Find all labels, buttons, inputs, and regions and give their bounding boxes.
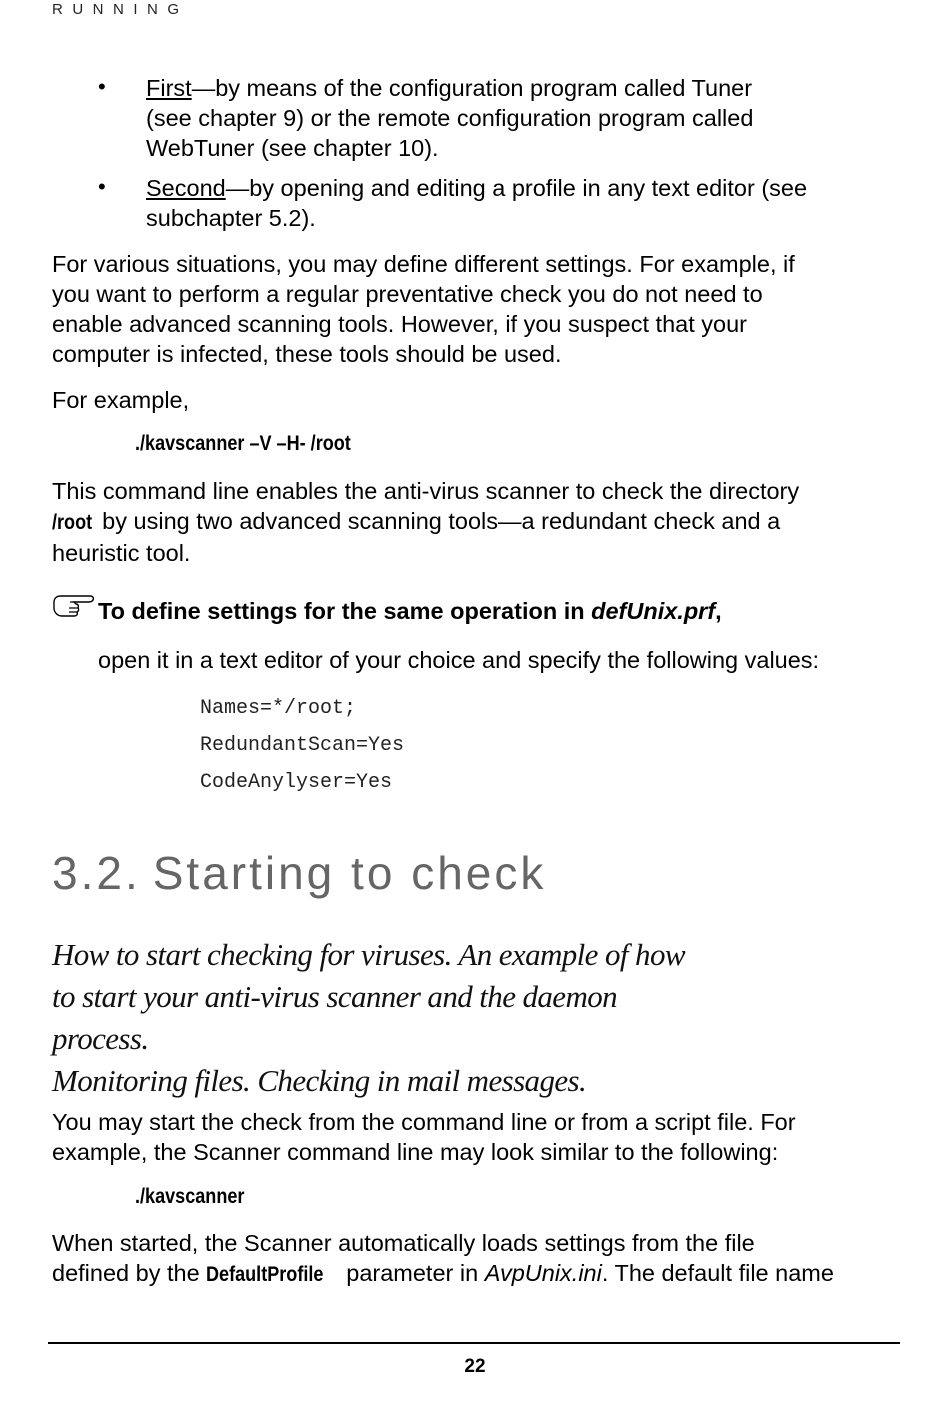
bullet-item-second: [146, 173, 807, 233]
code-line: RedundantScan=Yes: [200, 734, 405, 757]
section-intro: [52, 934, 692, 1102]
code-block: [200, 690, 404, 801]
bullet-text-line: (see chapter 9) or the remote configuration program called: [146, 105, 754, 131]
section-number: 3.2.: [52, 847, 141, 899]
code-line: Names=*/root;: [200, 697, 357, 720]
paragraph-line: computer is infected, these tools should be used.: [52, 341, 562, 367]
section-heading: [52, 846, 546, 900]
bullet-term: Second: [146, 175, 226, 201]
paragraph-text: . The default file name: [601, 1260, 834, 1286]
code-line: CodeAnylyser=Yes: [200, 771, 393, 794]
paragraph-text: defined by the: [52, 1260, 207, 1286]
running-header: RUNNING: [52, 1, 189, 18]
paragraph-settings: [52, 249, 795, 369]
paragraph-line: heuristic tool.: [52, 540, 191, 566]
paragraph-line: enable advanced scanning tools. However, if you suspect that your: [52, 311, 747, 337]
paragraph-line: This command line enables the anti-virus scanner to check the directory: [52, 478, 800, 504]
paragraph-start-check: [52, 1107, 796, 1167]
pointing-hand-icon: [52, 590, 96, 627]
paragraph-command-explanation: [52, 476, 799, 568]
paragraph-line: You may start the check from the command line or from a script file. For: [52, 1109, 796, 1135]
intro-line: Monitoring files. Checking in mail messages.: [52, 1063, 587, 1098]
procedure-title-end: ,: [715, 598, 722, 624]
paragraph-text: parameter in: [339, 1260, 485, 1286]
command-text: ./kavscanner –V –H- /root: [135, 432, 351, 455]
paragraph-line: you want to perform a regular preventative check you do not need to: [52, 281, 763, 307]
bullet-text-line: —by means of the configuration program called Tuner: [191, 75, 753, 101]
intro-line: to start your anti-virus scanner and the daemon process.: [52, 979, 618, 1056]
procedure-title-text: To define settings for the same operation in: [98, 598, 592, 624]
bullet-text-line: —by opening and editing a profile in any text editor (see: [225, 175, 808, 201]
page-number: 22: [464, 1356, 486, 1377]
paragraph-line: by using two advanced scanning tools—a redundant check and a: [95, 508, 781, 534]
inline-command: /root: [52, 511, 93, 534]
procedure-file-name: defUnix.prf: [591, 598, 716, 624]
inline-parameter: DefaultProfile: [206, 1263, 324, 1286]
bullet-text-line: subchapter 5.2).: [146, 205, 316, 231]
bullet-marker: •: [98, 74, 106, 99]
section-title: Starting to check: [152, 847, 547, 899]
paragraph-default-profile: [52, 1228, 834, 1290]
bullet-term: First: [146, 75, 192, 101]
command-text: ./kavscanner: [135, 1185, 245, 1208]
procedure-title: [98, 598, 722, 625]
bullet-marker: •: [98, 174, 106, 199]
paragraph-line: example, the Scanner command line may look similar to the following:: [52, 1139, 779, 1165]
bullet-item-first: [146, 73, 753, 163]
procedure-text: open it in a text editor of your choice and specify the following values:: [98, 647, 820, 673]
for-example-text: For example,: [52, 387, 190, 413]
intro-line: How to start checking for viruses. An example of how: [52, 937, 685, 972]
command-example-2: [135, 1183, 262, 1213]
bullet-text-line: WebTuner (see chapter 10).: [146, 135, 439, 161]
inline-file-name: AvpUnix.ini: [484, 1260, 602, 1286]
paragraph-line: For various situations, you may define different settings. For example, if: [52, 251, 795, 277]
command-example-1: [135, 430, 386, 460]
paragraph-line: When started, the Scanner automatically loads settings from the file: [52, 1230, 755, 1256]
footer-rule: [48, 1342, 900, 1344]
